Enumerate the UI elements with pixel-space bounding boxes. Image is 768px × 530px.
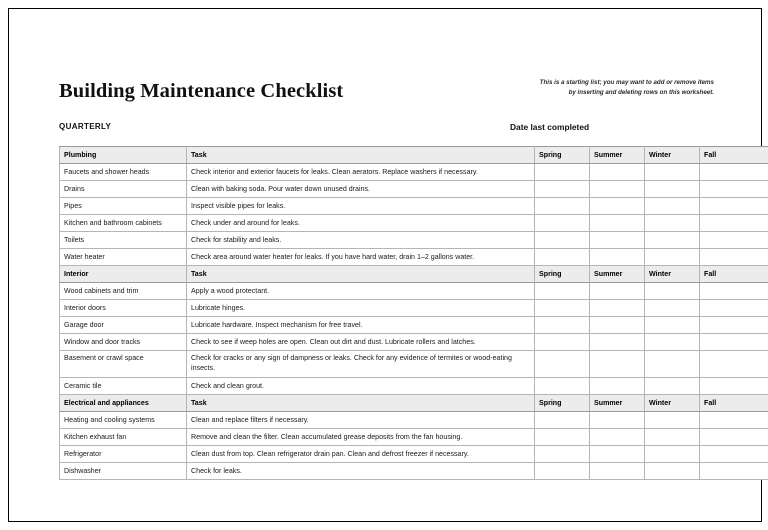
winter-checkbox-cell[interactable] <box>645 429 700 446</box>
table-row <box>60 463 768 480</box>
fall-checkbox-cell[interactable] <box>700 198 768 215</box>
table-row <box>60 412 768 429</box>
summer-checkbox-cell[interactable] <box>590 198 645 215</box>
task-column-header: Task <box>187 395 535 412</box>
winter-checkbox-cell[interactable] <box>645 378 700 395</box>
spring-checkbox-cell[interactable] <box>535 249 590 266</box>
summer-checkbox-cell[interactable] <box>590 334 645 351</box>
table-row <box>60 429 768 446</box>
summer-checkbox-cell[interactable] <box>590 351 645 378</box>
checklist-task-description: Clean with baking soda. Pour water down unused drains. <box>187 181 535 198</box>
spring-checkbox-cell[interactable] <box>535 412 590 429</box>
fall-checkbox-cell[interactable] <box>700 181 768 198</box>
checklist-table-wrapper <box>59 146 717 480</box>
checklist-item-name: Basement or crawl space <box>60 351 187 378</box>
winter-checkbox-cell[interactable] <box>645 334 700 351</box>
summer-column-header: Summer <box>590 395 645 412</box>
winter-checkbox-cell[interactable] <box>645 317 700 334</box>
spring-checkbox-cell[interactable] <box>535 429 590 446</box>
table-row <box>60 232 768 249</box>
checklist-item-name: Toilets <box>60 232 187 249</box>
worksheet-note <box>499 78 714 98</box>
summer-checkbox-cell[interactable] <box>590 283 645 300</box>
winter-checkbox-cell[interactable] <box>645 181 700 198</box>
spring-checkbox-cell[interactable] <box>535 232 590 249</box>
winter-checkbox-cell[interactable] <box>645 249 700 266</box>
table-row <box>60 181 768 198</box>
summer-checkbox-cell[interactable] <box>590 412 645 429</box>
page-title: Building Maintenance Checklist <box>59 80 344 102</box>
section-header-row <box>60 395 768 412</box>
winter-checkbox-cell[interactable] <box>645 215 700 232</box>
spring-column-header: Spring <box>535 266 590 283</box>
fall-checkbox-cell[interactable] <box>700 164 768 181</box>
fall-column-header: Fall <box>700 147 768 164</box>
fall-checkbox-cell[interactable] <box>700 317 768 334</box>
spring-checkbox-cell[interactable] <box>535 198 590 215</box>
summer-checkbox-cell[interactable] <box>590 215 645 232</box>
checklist-task-description: Check for leaks. <box>187 463 535 480</box>
spring-checkbox-cell[interactable] <box>535 283 590 300</box>
summer-checkbox-cell[interactable] <box>590 300 645 317</box>
table-row <box>60 351 768 378</box>
table-row <box>60 215 768 232</box>
winter-column-header: Winter <box>645 395 700 412</box>
checklist-item-name: Kitchen and bathroom cabinets <box>60 215 187 232</box>
table-row <box>60 317 768 334</box>
summer-checkbox-cell[interactable] <box>590 378 645 395</box>
fall-column-header: Fall <box>700 266 768 283</box>
fall-checkbox-cell[interactable] <box>700 249 768 266</box>
checklist-item-name: Dishwasher <box>60 463 187 480</box>
summer-checkbox-cell[interactable] <box>590 164 645 181</box>
worksheet-sheet <box>9 9 761 521</box>
section-name-header: Electrical and appliances <box>60 395 187 412</box>
checklist-task-description: Inspect visible pipes for leaks. <box>187 198 535 215</box>
checklist-item-name: Pipes <box>60 198 187 215</box>
spring-checkbox-cell[interactable] <box>535 378 590 395</box>
spring-checkbox-cell[interactable] <box>535 164 590 181</box>
checklist-task-description: Clean dust from top. Clean refrigerator drain pan. Clean and defrost freezer if necessary. <box>187 446 535 463</box>
checklist-task-description: Check for stability and leaks. <box>187 232 535 249</box>
section-header-row <box>60 266 768 283</box>
summer-checkbox-cell[interactable] <box>590 181 645 198</box>
table-row <box>60 300 768 317</box>
fall-checkbox-cell[interactable] <box>700 412 768 429</box>
winter-column-header: Winter <box>645 147 700 164</box>
checklist-task-description: Check interior and exterior faucets for leaks. Clean aerators. Replace washers if necessary. <box>187 164 535 181</box>
fall-checkbox-cell[interactable] <box>700 232 768 249</box>
fall-checkbox-cell[interactable] <box>700 334 768 351</box>
section-header-row <box>60 147 768 164</box>
spring-column-header: Spring <box>535 395 590 412</box>
checklist-item-name: Interior doors <box>60 300 187 317</box>
fall-checkbox-cell[interactable] <box>700 283 768 300</box>
table-row <box>60 198 768 215</box>
winter-checkbox-cell[interactable] <box>645 446 700 463</box>
checklist-item-name: Window and door tracks <box>60 334 187 351</box>
table-row <box>60 164 768 181</box>
checklist-item-name: Garage door <box>60 317 187 334</box>
fall-checkbox-cell[interactable] <box>700 378 768 395</box>
spring-checkbox-cell[interactable] <box>535 463 590 480</box>
spring-column-header: Spring <box>535 147 590 164</box>
fall-checkbox-cell[interactable] <box>700 300 768 317</box>
spring-checkbox-cell[interactable] <box>535 351 590 378</box>
summer-checkbox-cell[interactable] <box>590 429 645 446</box>
checklist-task-description: Clean and replace filters if necessary. <box>187 412 535 429</box>
checklist-task-description: Check area around water heater for leaks. If you have hard water, drain 1–2 gallons water. <box>187 249 535 266</box>
checklist-table <box>59 146 768 480</box>
spring-checkbox-cell[interactable] <box>535 446 590 463</box>
checklist-task-description: Apply a wood protectant. <box>187 283 535 300</box>
checklist-task-description: Check and clean grout. <box>187 378 535 395</box>
spring-checkbox-cell[interactable] <box>535 317 590 334</box>
winter-checkbox-cell[interactable] <box>645 412 700 429</box>
table-row <box>60 283 768 300</box>
worksheet-note-line-2: by inserting and deleting rows on this worksheet. <box>568 89 714 97</box>
checklist-item-name: Refrigerator <box>60 446 187 463</box>
checklist-item-name: Wood cabinets and trim <box>60 283 187 300</box>
checklist-item-name: Kitchen exhaust fan <box>60 429 187 446</box>
frequency-label: QUARTERLY <box>59 122 112 131</box>
winter-checkbox-cell[interactable] <box>645 232 700 249</box>
checklist-item-name: Heating and cooling systems <box>60 412 187 429</box>
checklist-item-name: Drains <box>60 181 187 198</box>
summer-checkbox-cell[interactable] <box>590 317 645 334</box>
summer-column-header: Summer <box>590 147 645 164</box>
winter-checkbox-cell[interactable] <box>645 463 700 480</box>
fall-checkbox-cell[interactable] <box>700 463 768 480</box>
fall-column-header: Fall <box>700 395 768 412</box>
spring-checkbox-cell[interactable] <box>535 300 590 317</box>
checklist-task-description: Lubricate hardware. Inspect mechanism for free travel. <box>187 317 535 334</box>
checklist-item-name: Ceramic tile <box>60 378 187 395</box>
date-last-completed-label: Date last completed <box>510 122 590 132</box>
task-column-header: Task <box>187 147 535 164</box>
worksheet-page <box>8 8 762 522</box>
section-name-header: Plumbing <box>60 147 187 164</box>
summer-checkbox-cell[interactable] <box>590 446 645 463</box>
summer-checkbox-cell[interactable] <box>590 463 645 480</box>
summer-checkbox-cell[interactable] <box>590 232 645 249</box>
spring-checkbox-cell[interactable] <box>535 215 590 232</box>
checklist-task-description: Remove and clean the filter. Clean accumulated grease deposits from the fan housing. <box>187 429 535 446</box>
fall-checkbox-cell[interactable] <box>700 446 768 463</box>
winter-checkbox-cell[interactable] <box>645 164 700 181</box>
winter-checkbox-cell[interactable] <box>645 300 700 317</box>
summer-column-header: Summer <box>590 266 645 283</box>
checklist-task-description: Check to see if weep holes are open. Clean out dirt and dust. Lubricate rollers and latches. <box>187 334 535 351</box>
summer-checkbox-cell[interactable] <box>590 249 645 266</box>
fall-checkbox-cell[interactable] <box>700 429 768 446</box>
winter-checkbox-cell[interactable] <box>645 283 700 300</box>
table-row <box>60 446 768 463</box>
winter-checkbox-cell[interactable] <box>645 198 700 215</box>
fall-checkbox-cell[interactable] <box>700 215 768 232</box>
worksheet-note-line-1: This is a starting list; you may want to add or remove items <box>539 79 714 86</box>
table-row <box>60 378 768 395</box>
spring-checkbox-cell[interactable] <box>535 181 590 198</box>
fall-checkbox-cell[interactable] <box>700 351 768 378</box>
table-row <box>60 334 768 351</box>
table-row <box>60 249 768 266</box>
winter-column-header: Winter <box>645 266 700 283</box>
section-name-header: Interior <box>60 266 187 283</box>
checklist-task-description: Check under and around for leaks. <box>187 215 535 232</box>
checklist-task-description: Lubricate hinges. <box>187 300 535 317</box>
checklist-item-name: Water heater <box>60 249 187 266</box>
winter-checkbox-cell[interactable] <box>645 351 700 378</box>
task-column-header: Task <box>187 266 535 283</box>
checklist-task-description: Check for cracks or any sign of dampness or leaks. Check for any evidence of termites or wood-eating insects. <box>187 351 535 378</box>
spring-checkbox-cell[interactable] <box>535 334 590 351</box>
checklist-item-name: Faucets and shower heads <box>60 164 187 181</box>
